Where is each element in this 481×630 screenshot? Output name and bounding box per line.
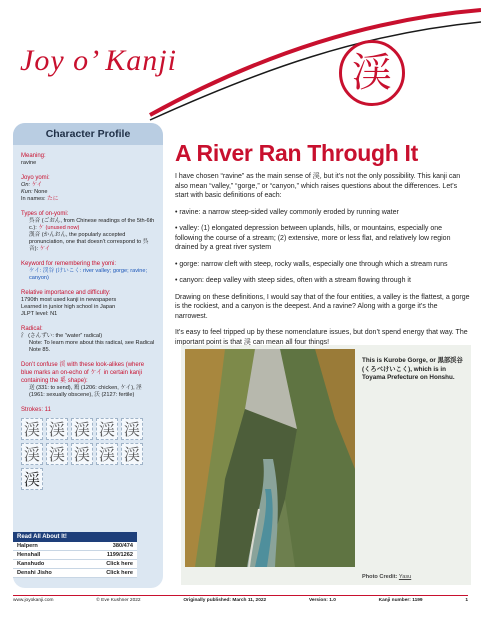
definition-ravine: • ravine: a narrow steep-sided valley commonly eroded by running water xyxy=(175,208,399,216)
footer-copyright: © Eve Kushner 2022 xyxy=(96,598,141,603)
yomi-section xyxy=(13,174,163,203)
names-value: たに xyxy=(47,196,59,202)
definition-canyon: • canyon: deep valley with steep sides, often with a stream flowing through it xyxy=(175,277,411,284)
footer-published: Originally published: March 11, 2022 xyxy=(183,598,267,603)
footer-kanji-number: Kanji number: 1199 xyxy=(378,598,423,603)
on-value: ケイ xyxy=(31,182,43,188)
meaning-value: ravine xyxy=(21,160,37,166)
logo-text: Joy o’ Kanji xyxy=(20,44,177,77)
importance-2: Learned in junior high school in Japan xyxy=(21,304,116,310)
confuse-label: Don’t confuse 渓 with these look-alikes (where blue marks an on-echo of ケイ in certain kanji containing the 奚 shape): xyxy=(21,362,145,384)
types-line2: 漢音 (かんおん, the popularly accepted pronunciation, one that doesn’t correspond to 呉音): xyxy=(29,232,149,252)
reference-row xyxy=(13,569,137,578)
logo xyxy=(14,32,177,92)
photo-credit-label: Photo Credit: xyxy=(362,574,398,580)
radical-2: Note: To learn more about this radical, see Radical Note 85. xyxy=(29,340,155,353)
reference-row xyxy=(13,551,137,560)
strokes-label: Strokes: 11 xyxy=(21,407,51,413)
types-line1-value: ケ (unused now) xyxy=(38,225,80,231)
reference-row xyxy=(13,542,137,551)
reference-name: Kanshudo xyxy=(17,561,45,567)
footer-site[interactable]: www.joyokanji.com xyxy=(13,598,54,603)
read-all-about-it-box xyxy=(13,532,137,578)
photo-caption: This is Kurobe Gorge, or 黒部渓谷 (くろべけいこく), which is in Toyama Prefecture on Honshu. xyxy=(362,357,463,381)
sidebar-title: Character Profile xyxy=(13,123,163,145)
definition-gorge: • gorge: narrow cleft with steep, rocky walls, especially one through which a stream runs xyxy=(175,260,448,268)
radical-section xyxy=(13,325,163,354)
footer xyxy=(13,598,468,603)
reference-value: 380/474 xyxy=(112,543,133,549)
stroke-step-final: 渓 xyxy=(21,468,43,490)
photo-panel xyxy=(181,345,471,585)
importance-section xyxy=(13,289,163,318)
types-label: Types of on-yomi: xyxy=(21,211,69,217)
types-line1: 呉音 (ごおん, from Chinese readings of the 5th-6th c.): xyxy=(29,218,155,231)
reference-name: Henshall xyxy=(17,552,41,558)
footer-divider xyxy=(13,595,468,596)
paragraph-intro: I have chosen “ravine” as the main sense of 渓, but it’s not the only possibility. This kanji can also mean “valley,” “gorge,” or “canyon,” which raises questions about the differences. Let’s start with basic definitions of each: xyxy=(175,173,461,199)
article-title: A River Ran Through It xyxy=(175,140,418,166)
article-body xyxy=(175,172,470,354)
stroke-step: 渓 xyxy=(96,443,118,465)
stroke-step: 渓 xyxy=(96,418,118,440)
read-all-title: Read All About It! xyxy=(13,532,137,542)
names-label: In names: xyxy=(21,196,46,202)
reference-name: Halpern xyxy=(17,543,38,549)
photo-credit-link[interactable]: Yasu xyxy=(398,574,412,580)
stroke-step: 渓 xyxy=(46,443,68,465)
stroke-step: 渓 xyxy=(71,418,93,440)
confuse-section xyxy=(13,361,163,399)
meaning-label: Meaning: xyxy=(21,153,46,159)
gorge-photo-illustration xyxy=(185,349,355,567)
meaning-section xyxy=(13,152,163,167)
stroke-step: 渓 xyxy=(46,418,68,440)
keyword-label: Keyword for remembering the yomi: xyxy=(21,261,117,267)
kun-value: None xyxy=(34,189,48,195)
stroke-step: 渓 xyxy=(21,443,43,465)
gorge-photo xyxy=(185,349,355,567)
importance-label: Relative importance and difficulty: xyxy=(21,290,111,296)
character-profile-sidebar xyxy=(13,123,163,588)
stroke-step: 渓 xyxy=(121,418,143,440)
stroke-step: 渓 xyxy=(21,418,43,440)
paragraph-conclusion: It’s easy to feel tripped up by these nomenclature issues, but don’t spend energy that way. The important point is that 渓 can mean all four things! xyxy=(175,329,468,346)
keyword-value: ケイ: 渓谷 (けいこく: river valley; gorge; ravine; canyon) xyxy=(29,268,148,281)
paragraph-analysis: Drawing on these definitions, I would say that of the four entities, a valley is the flattest, a gorge is the rockiest, and a canyon is the deepest. And a ravine? Along with a gorge it’s the narrowest. xyxy=(175,293,470,320)
importance-1: 1790th most used kanji in newspapers xyxy=(21,297,117,303)
reference-name: Denshi Jisho xyxy=(17,570,52,576)
importance-3: JLPT level: N1 xyxy=(21,311,58,317)
confuse-value: 送 (331: to send), 鶏 (1206: chicken, ケイ), 淫 (1961: sexually obscene), 沃 (2127: fertile) xyxy=(29,385,142,398)
denshi-jisho-link[interactable]: Click here xyxy=(106,570,133,576)
radical-label: Radical: xyxy=(21,326,43,332)
footer-page-number: 1 xyxy=(465,598,468,603)
on-label: On: xyxy=(21,182,31,188)
yomi-label: Joyo yomi: xyxy=(21,175,50,181)
stroke-order-grid xyxy=(21,418,155,490)
types-line2-value: ケイ xyxy=(39,246,51,252)
kanji-emblem xyxy=(339,40,405,106)
definition-valley: • valley: (1) elongated depression between uplands, hills, or mountains, especially one following the course of a stream; (2) extensive, more or less flat, and relatively low region drained by a great river system xyxy=(175,225,451,251)
radical-1: 氵 (さんずい: the “water” radical) xyxy=(21,333,103,339)
strokes-section xyxy=(13,406,163,490)
reference-value: 1199/1262 xyxy=(106,552,133,558)
kanshudo-link[interactable]: Click here xyxy=(106,561,133,567)
reference-row xyxy=(13,560,137,569)
kanji-emblem-char: 渓 xyxy=(352,50,392,96)
photo-credit xyxy=(362,574,411,580)
stroke-step: 渓 xyxy=(121,443,143,465)
footer-version: Version: 1.0 xyxy=(308,598,336,603)
types-section xyxy=(13,210,163,253)
stroke-step: 渓 xyxy=(71,443,93,465)
kun-label: Kun: xyxy=(21,189,33,195)
keyword-section xyxy=(13,260,163,282)
